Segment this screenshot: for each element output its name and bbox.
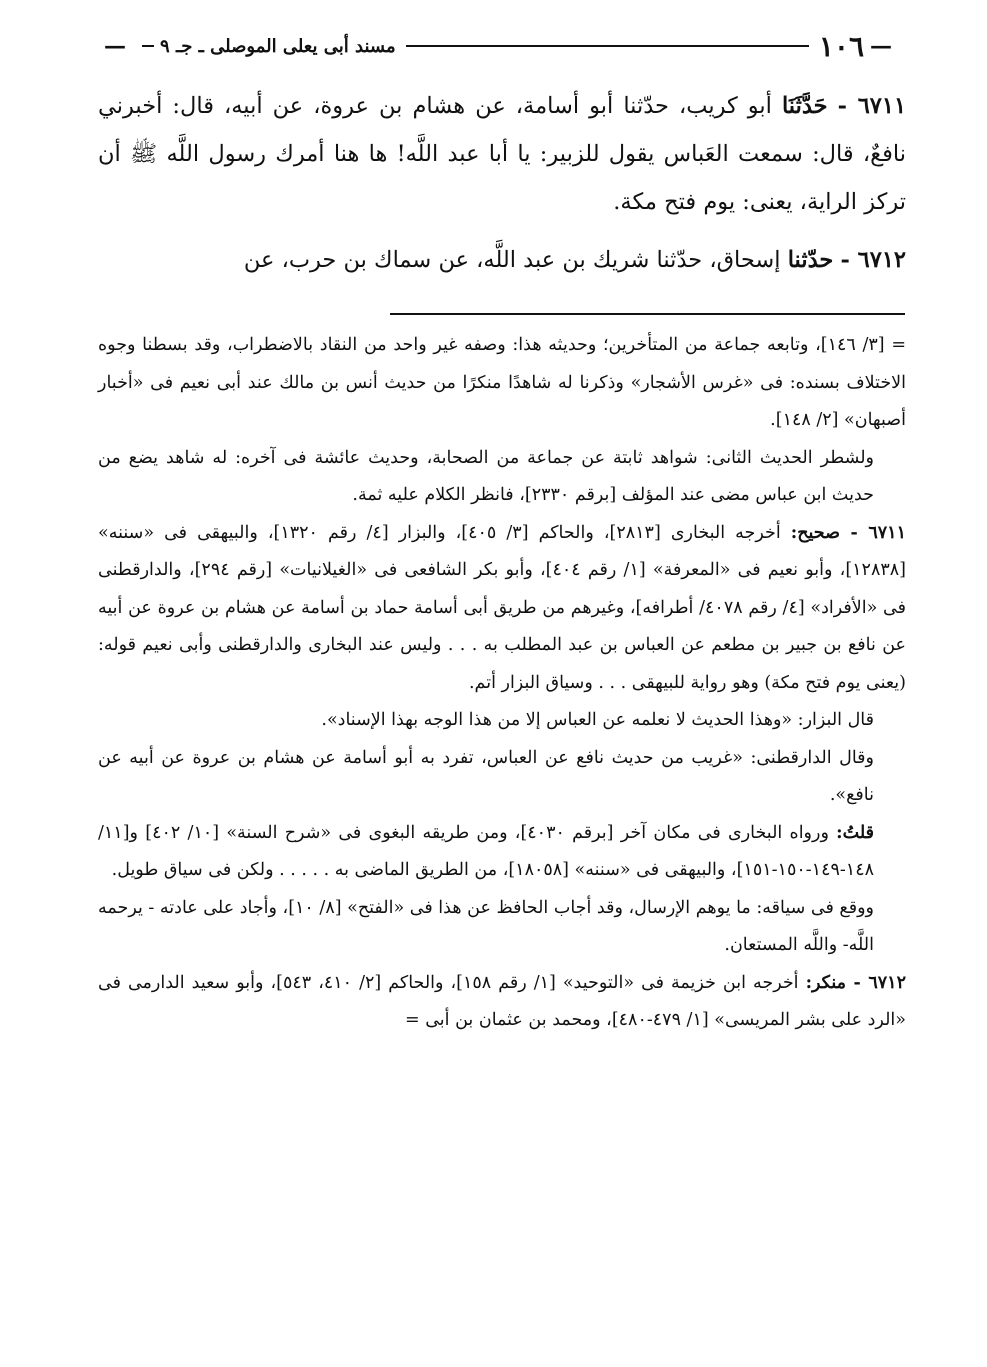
hadith-6712 <box>98 236 906 284</box>
hadith-text: إسحاق، حدّثنا شريك بن عبد اللَّه، عن سماك بن حرب، عن <box>243 247 781 273</box>
footnote-label: ٦٧١١ - صحيح: <box>790 522 906 543</box>
main-text <box>98 82 906 284</box>
footnote-label: ٦٧١٢ - منكر: <box>805 972 906 993</box>
footnote-paragraph: وقال الدارقطنى: «غريب من حديث نافع عن العباس، تفرد به أبو أسامة عن هشام بن عروة عن أبيه عن نافع». <box>98 747 874 805</box>
page-header <box>98 28 898 64</box>
footnote-paragraph: ولشطر الحديث الثانى: شواهد ثابتة عن جماعة من الصحابة، وحديث عائشة فى آخره: له شاهد يضع من حديث ابن عباس مضى عند المؤلف [برقم ٢٣٣٠]، فانظر الكلام عليه ثمة. <box>98 447 874 505</box>
footnote-text: أخرجه البخارى [٢٨١٣]، والحاكم [٣/ ٤٠٥]، والبزار [٤/ رقم ١٣٢٠]، والبيهقى فى «سننه» [١٢٨٣٨]، وأبو نعيم فى «المعرفة» [١/ رقم ٤٠٤]، وأبو بكر الشافعى فى «الغيلانيات» [رقم ٢٩٤]، والدارقطنى فى «الأفراد» [٤/ رقم ٤٠٧٨/ أطرافه]، وغيرهم من طريق أبى أسامة حماد بن أسامة عن هشام بن عروة عن أبيه عن نافع بن جبير بن مطعم عن العباس بن عبد المطلب به . . . وليس عند البخارى والدارقطنى وأبى نعيم قوله: (يعنى يوم فتح مكة) وهو رواية للبيهقى . . . وسياق البزار أتم. <box>98 522 906 693</box>
header-rule-left <box>142 45 154 47</box>
footnote-paragraph <box>98 815 906 890</box>
page-number: ١٠٦ <box>818 29 864 63</box>
header-dash-right: — <box>870 33 892 59</box>
footnote-paragraph: ووقع فى سياقه: ما يوهم الإرسال، وقد أجاب الحافظ عن هذا فى «الفتح» [٨/ ١٠]، وأجاد على عادته - يرحمه اللَّه- واللَّه المستعان. <box>98 897 874 955</box>
footnote-text: ورواه البخارى فى مكان آخر [برقم ٤٠٣٠]، ومن طريقه البغوى فى «شرح السنة» [١٠/ ٤٠٢] و[١١/ ١٤٨-١٤٩-١٥٠-١٥١]، والبيهقى فى «سننه» [١٨٠٥٨]، من الطريق الماضى به . . . . . ولكن فى سياق طويل. <box>98 822 874 880</box>
footnote-paragraph: = [٣/ ١٤٦]، وتابعه جماعة من المتأخرين؛ وحديثه هذا: وصفه غير واحد من النقاد بالاضطراب، وقد بسطنا وجوه الاختلاف بسنده: فى «غرس الأشجار» وذكرنا له شاهدًا منكرًا من حديث أنس بن مالك عند أبى نعيم فى «أخبار أصبهان» [٢/ ١٤٨]. <box>98 335 906 430</box>
hadith-number: ٦٧١٢ - <box>840 247 906 273</box>
hadith-lead: حَدَّثَنَا <box>781 93 828 119</box>
hadith-text: أبو كريب، حدّثنا أبو أسامة، عن هشام بن عروة، عن أبيه، قال: أخبرني نافعٌ، قال: سمعت العَباس يقول للزبير: يا أبا عبد اللَّه! ها هنا أمرك رسول اللَّه ﷺ أن تركز الراية، يعنى: يوم فتح مكة. <box>98 93 906 215</box>
footnote-separator <box>390 313 905 315</box>
book-title: مسند أبى يعلى الموصلى ـ جـ ٩ <box>160 35 396 57</box>
header-rule-right <box>406 45 809 47</box>
footnote-text: أخرجه ابن خزيمة فى «التوحيد» [١/ رقم ١٥٨]، والحاكم [٢/ ٤١٠، ٥٤٣]، وأبو سعيد الدارمى فى «الرد على بشر المريسى» [١/ ٤٧٩-٤٨٠]، ومحمد بن عثمان بن أبى = <box>98 972 906 1030</box>
footnote-paragraph <box>98 965 906 1040</box>
header-dash-left: — <box>104 33 126 59</box>
hadith-6711 <box>98 82 906 226</box>
footnote-paragraph: قال البزار: «وهذا الحديث لا نعلمه عن العباس إلا من هذا الوجه بهذا الإسناد». <box>321 710 874 730</box>
footnote-label: قلتُ: <box>836 822 874 843</box>
hadith-number: ٦٧١١ - <box>837 93 907 119</box>
footnotes <box>98 327 906 1040</box>
hadith-lead: حدّثنا <box>787 247 834 273</box>
footnote-paragraph <box>98 515 906 703</box>
